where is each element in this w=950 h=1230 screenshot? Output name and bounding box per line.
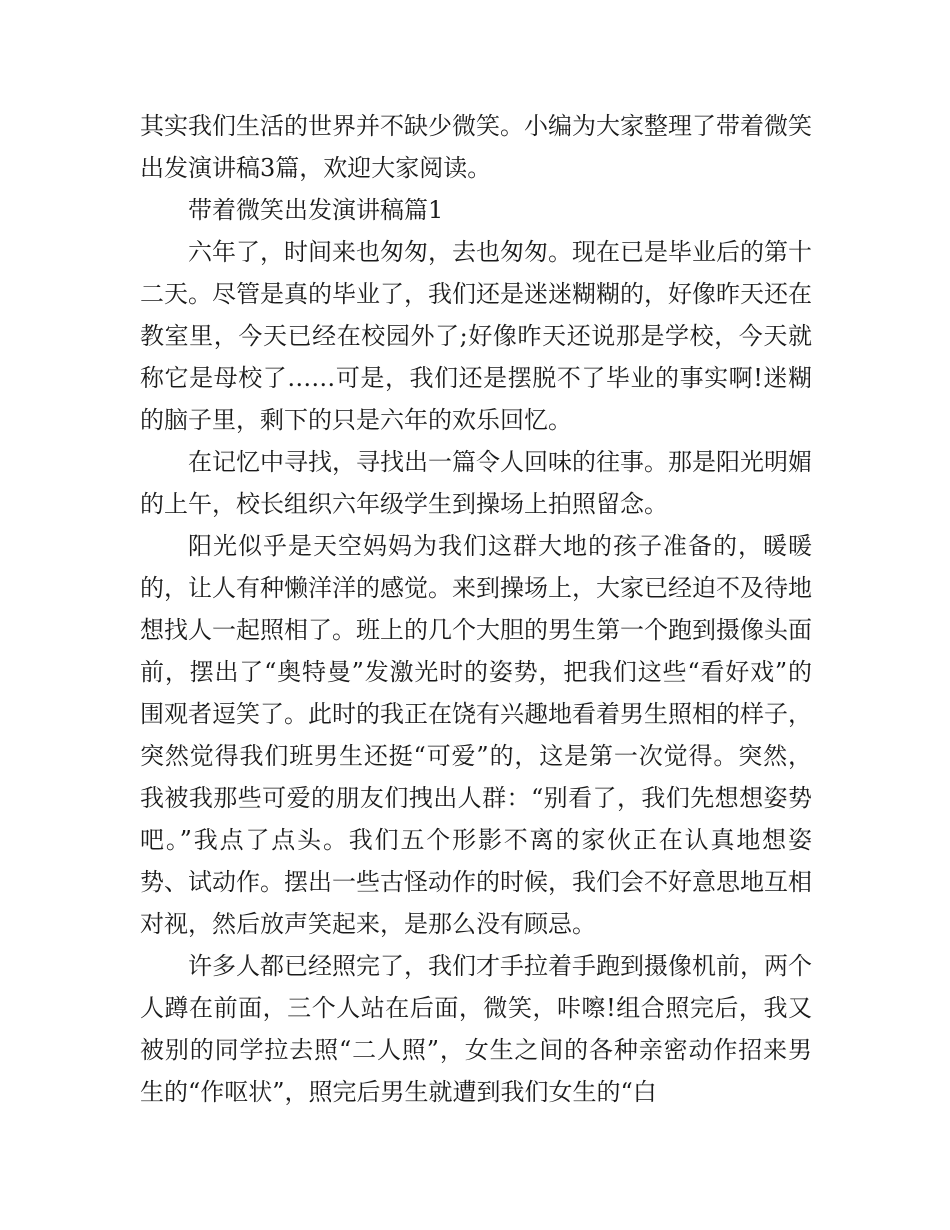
body-paragraph-4: 许多人都已经照完了，我们才手拉着手跑到摄像机前，两个人蹲在前面，三个人站在后面，微笑，咔嚓!组合照完后，我又被别的同学拉去照“二人照”，女生之间的各种亲密动作招来男生的“作呕状”，照完后男生就遭到我们女生的“白 bbox=[140, 952, 812, 1106]
document-body bbox=[140, 105, 812, 1113]
section-title: 带着微笑出发演讲稿篇1 bbox=[188, 196, 444, 224]
body-paragraph-2: 在记忆中寻找，寻找出一篇令人回味的往事。那是阳光明媚的上午，校长组织六年级学生到操场上拍照留念。 bbox=[140, 448, 812, 518]
intro-paragraph: 其实我们生活的世界并不缺少微笑。小编为大家整理了带着微笑出发演讲稿3篇，欢迎大家阅读。 bbox=[140, 112, 812, 182]
body-paragraph-3: 阳光似乎是天空妈妈为我们这群大地的孩子准备的，暖暖的，让人有种懒洋洋的感觉。来到操场上，大家已经迫不及待地想找人一起照相了。班上的几个大胆的男生第一个跑到摄像头面前，摆出了“奥特曼”发激光时的姿势，把我们这些“看好戏”的围观者逗笑了。此时的我正在饶有兴趣地看着男生照相的样子，突然觉得我们班男生还挺“可爱”的，这是第一次觉得。突然，我被我那些可爱的朋友们拽出人群：“别看了，我们先想想姿势吧。”我点了点头。我们五个形影不离的家伙正在认真地想姿势、试动作。摆出一些古怪动作的时候，我们会不好意思地互相对视，然后放声笑起来，是那么没有顾忌。 bbox=[140, 532, 812, 938]
body-paragraph-1: 六年了，时间来也匆匆，去也匆匆。现在已是毕业后的第十二天。尽管是真的毕业了，我们还是迷迷糊糊的，好像昨天还在教室里，今天已经在校园外了;好像昨天还说那是学校，今天就称它是母校了……可是，我们还是摆脱不了毕业的事实啊!迷糊的脑子里，剩下的只是六年的欢乐回忆。 bbox=[140, 238, 812, 434]
